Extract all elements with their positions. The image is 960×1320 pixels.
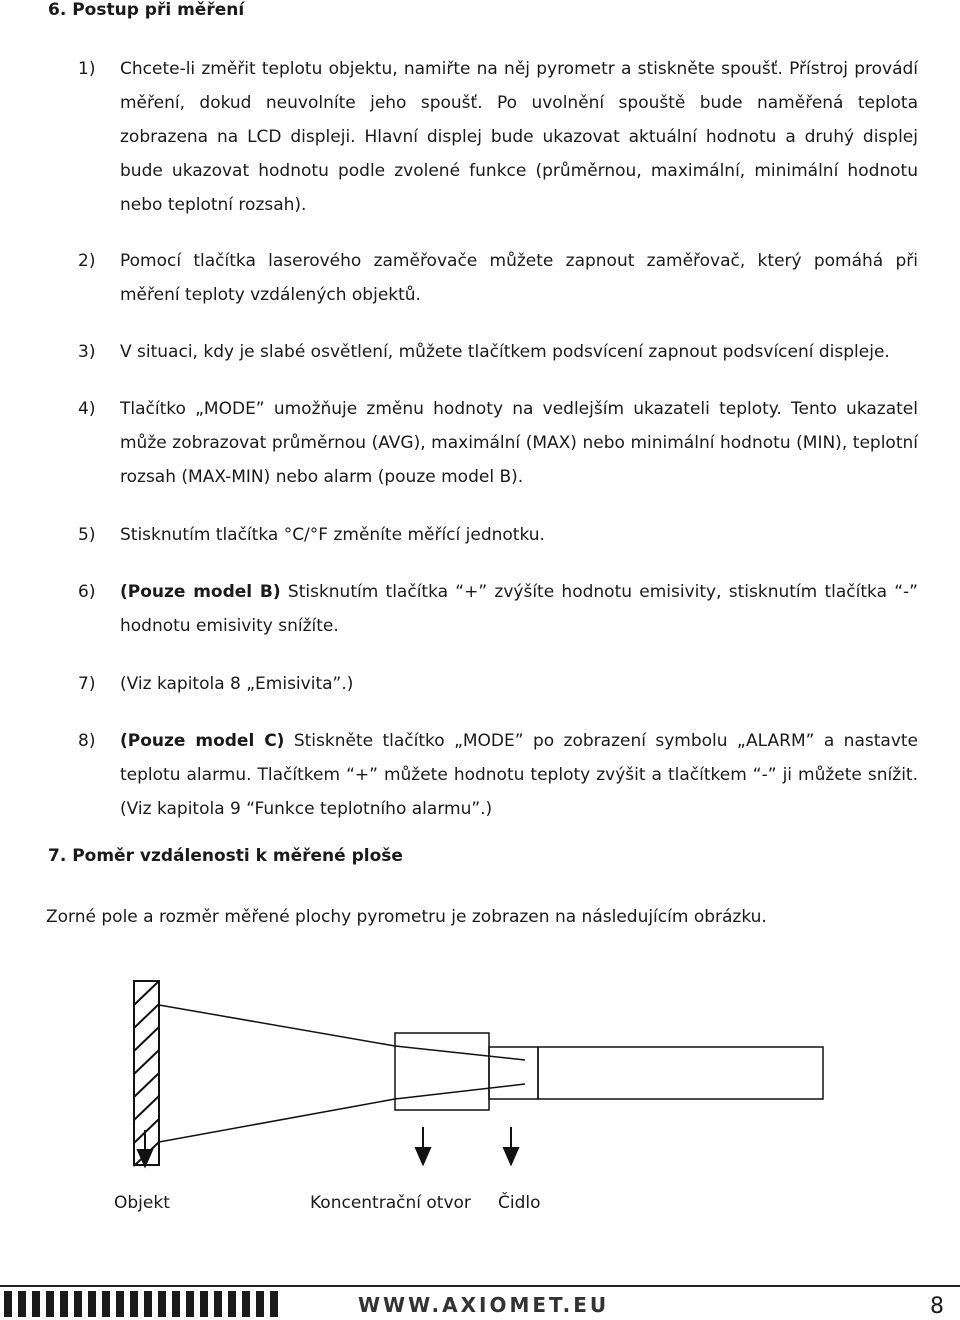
view-cone-lines [159,1005,525,1142]
label-object: Objekt [114,1193,170,1213]
list-item-4 [78,392,918,494]
list-item-text: Chcete-li změřit teplotu objektu, namiřte na něj pyrometr a stiskněte spoušť. Přístroj provádí měření, dokud neuvolníte jeho spoušť. Po uvolnění spouště bude naměřená teplota zobrazena na LCD displeji. Hlavní displej bude ukazovat aktuální hodnotu a druhý displej bude ukazovat hodnotu podle zvolené funkce (průměrnou, maximální, minimální hodnotu nebo teplotní rozsah). [120,59,918,215]
list-item-number: 6) [78,582,96,602]
list-item-text [120,724,918,826]
sensor-housing [395,1033,823,1110]
section-7-heading: 7. Poměr vzdálenosti k měřené ploše [48,846,403,866]
list-item-6 [78,575,918,643]
list-item-text [120,575,918,643]
model-b-note: (Pouze model B) [120,582,281,602]
list-item-8 [78,724,918,826]
list-item-body: Stiskněte tlačítko „MODE” po zobrazení symbolu „ALARM” a nastavte teplotu alarmu. Tlačítkem “+” můžete hodnotu teploty zvýšit a tlačítkem “-” ji můžete snížit. (Viz kapitola 9 “Funkce teplotního alarmu”.) [120,731,918,819]
label-sensor: Čidlo [498,1193,541,1213]
list-item-number: 1) [78,59,96,79]
arrow-icon [416,1127,430,1164]
list-item-number: 2) [78,251,96,271]
list-item-3 [78,335,918,369]
object-plate [134,981,159,1166]
footer-divider [0,1285,960,1287]
footer-logo-bars [4,1291,278,1317]
label-aperture: Koncentrační otvor [310,1193,471,1213]
page-number: 8 [930,1294,944,1319]
arrow-icon [504,1127,518,1164]
list-item-number: 8) [78,731,96,751]
list-item-text: (Viz kapitola 8 „Emisivita”.) [120,674,354,694]
list-item-number: 3) [78,342,96,362]
list-item-text: Stisknutím tlačítka °C/°F změníte měřící jednotku. [120,525,545,545]
list-item-number: 4) [78,399,96,419]
field-of-view-diagram [0,960,960,1190]
section-7-intro: Zorné pole a rozměr měřené plochy pyrometru je zobrazen na následujícím obrázku. [46,907,767,927]
list-item-number: 5) [78,525,96,545]
list-item-5 [78,518,918,552]
model-c-note: (Pouze model C) [120,731,285,751]
list-item-body: Stisknutím tlačítka “+” zvýšíte hodnotu emisivity, stisknutím tlačítka “-” hodnotu emisivity snížíte. [120,582,918,636]
section-6-heading: 6. Postup při měření [48,0,245,20]
list-item-text: V situaci, kdy je slabé osvětlení, můžete tlačítkem podsvícení zapnout podsvícení displeje. [120,342,890,362]
list-item-text: Pomocí tlačítka laserového zaměřovače můžete zapnout zaměřovač, který pomáhá při měření teploty vzdálených objektů. [120,251,918,305]
footer-website: WWW.AXIOMET.EU [358,1293,610,1317]
list-item-2 [78,244,918,312]
list-item-number: 7) [78,674,96,694]
list-item-text: Tlačítko „MODE” umožňuje změnu hodnoty na vedlejším ukazateli teploty. Tento ukazatel může zobrazovat průměrnou (AVG), maximální (MAX) nebo minimální hodnotu (MIN), teplotní rozsah (MAX-MIN) nebo alarm (pouze model B). [120,399,918,487]
list-item-7 [78,667,918,701]
list-item-1 [78,52,918,222]
